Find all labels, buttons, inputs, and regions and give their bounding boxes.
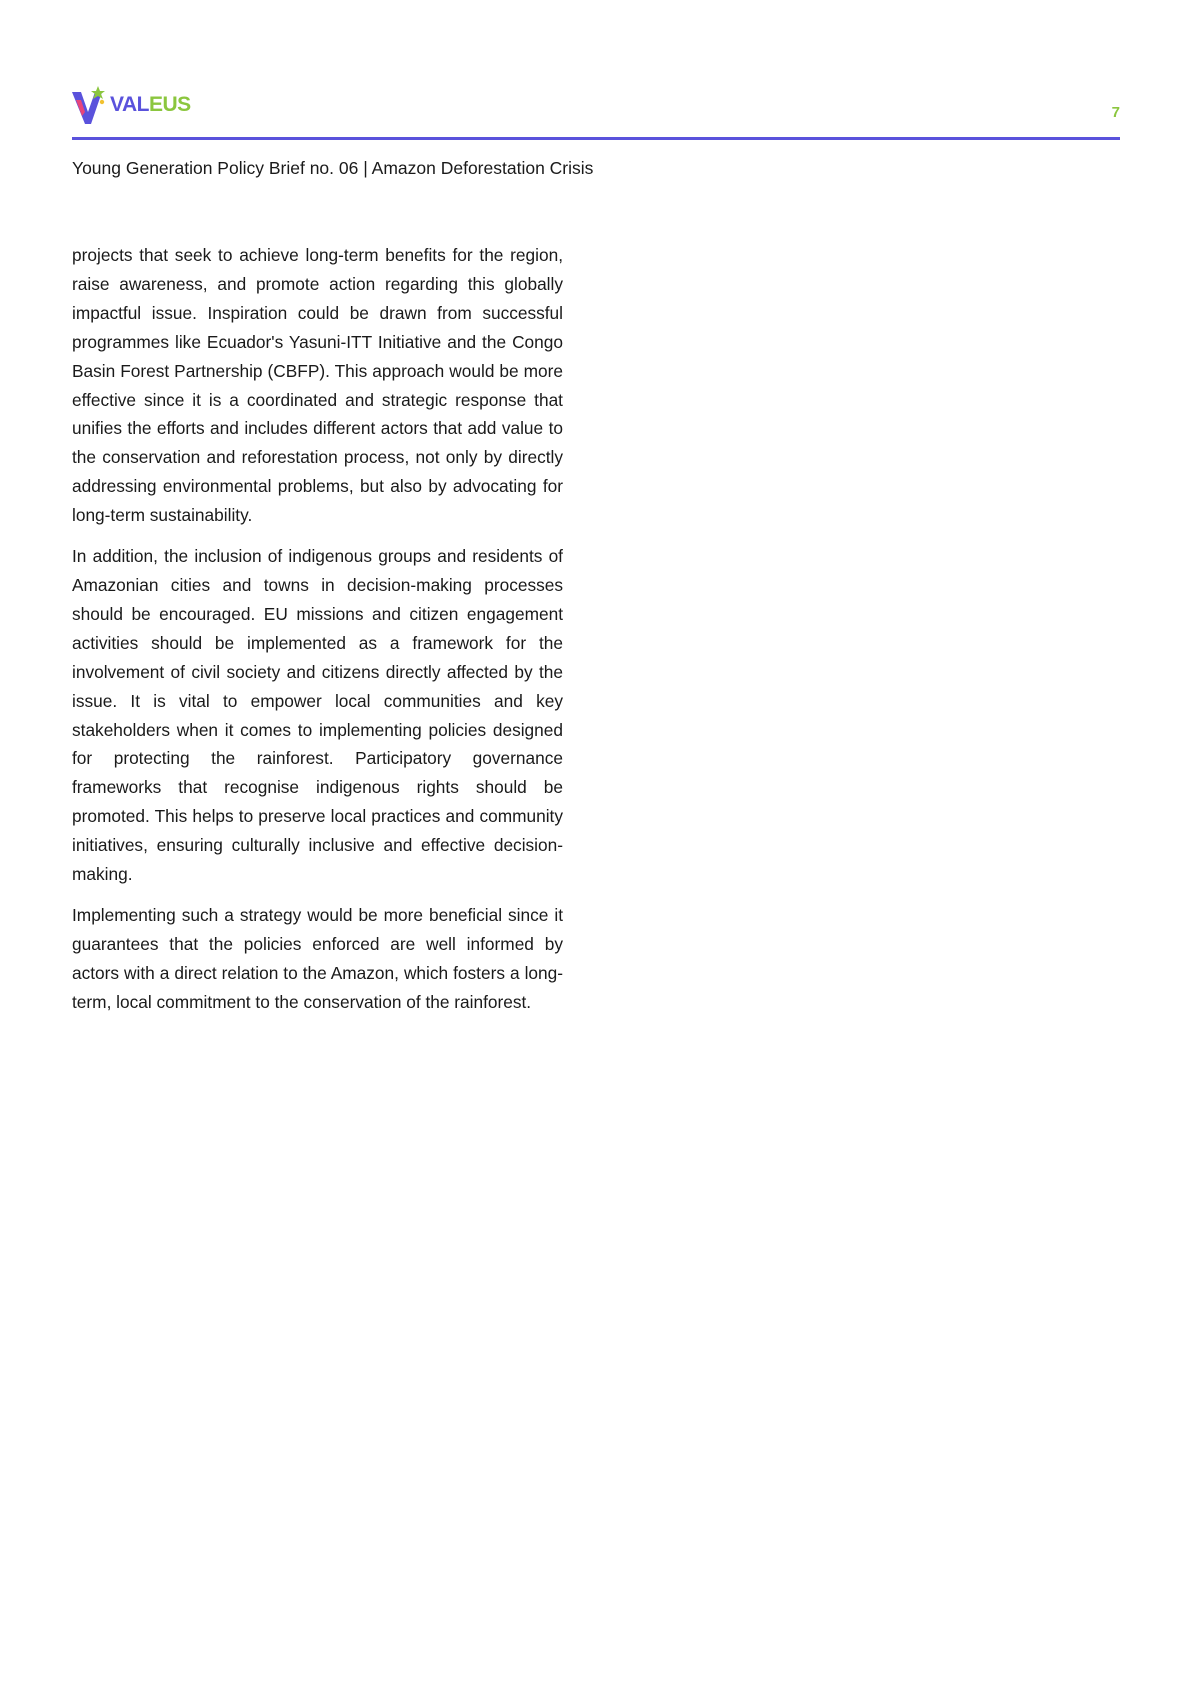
paragraph: In addition, the inclusion of indigenous groups and residents of Amazonian cities and towns in decision-making processes should be encouraged. EU missions and citizen engagement activities should be implemented as a framework for the involvement of civil society and citizens directly affected by the issue. It is vital to empower local communities and key stakeholders when it comes to implementing policies designed for protecting the rainforest. Participatory governance frameworks that recognise indigenous rights should be promoted. This helps to preserve local practices and community initiatives, ensuring culturally inclusive and effective decision-making.	[72, 546, 563, 885]
valeus-logo-mark-icon	[72, 86, 108, 128]
paragraph: Implementing such a strategy would be more beneficial since it guarantees that the policies enforced are well informed by actors with a direct relation to the Amazon, which fosters a long-term, local commitment to the conservation of the rainforest.	[72, 904, 563, 1012]
header-divider	[72, 137, 1120, 140]
wordmark-eus: EUS	[148, 93, 191, 116]
body-text-column	[72, 241, 563, 1029]
paragraph: projects that seek to achieve long-term benefits for the region, raise awareness, and promote action regarding this globally impactful issue. Inspiration could be drawn from successful programmes like Ecuador's Yasuni-ITT Initiative and the Congo Basin Forest Partnership (CBFP). This approach would be more effective since it is a coordinated and strategic response that unifies the efforts and includes different actors that add value to the conservation and reforestation process, not only by directly addressing environmental problems, but also by advocating for long-term sustainability.	[72, 245, 563, 526]
running-title: Young Generation Policy Brief no. 06 | Amazon Deforestation Crisis	[72, 158, 594, 178]
page-number: 7	[1111, 104, 1120, 121]
wordmark-val: VAL	[110, 93, 149, 116]
valeus-wordmark	[110, 93, 191, 117]
valeus-logo	[72, 86, 191, 128]
